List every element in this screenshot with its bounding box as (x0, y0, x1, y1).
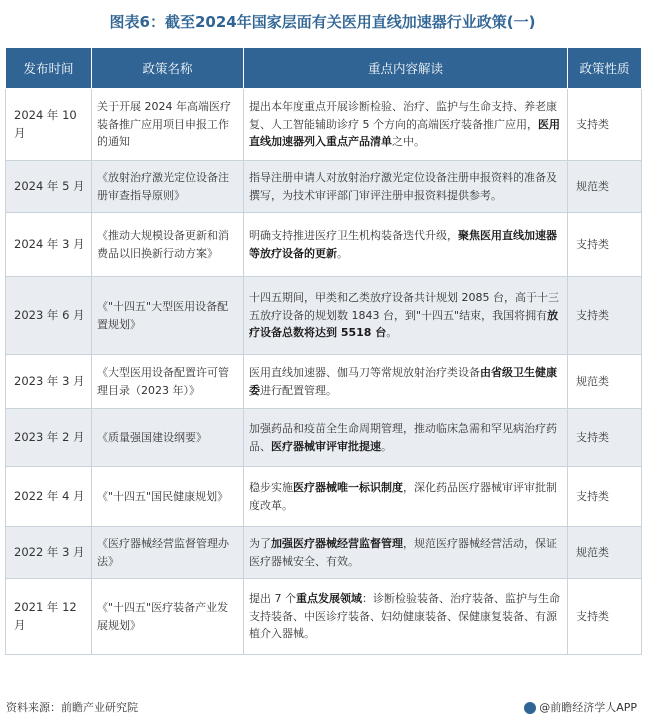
cell-key-content (244, 213, 568, 277)
cell-key-content (244, 89, 568, 161)
content-text: 提出 7 个 (249, 592, 296, 606)
cell-policy-name: 《医疗器械经营监督管理办法》 (92, 527, 244, 579)
header-nature: 政策性质 (568, 48, 642, 89)
brand-text: @前瞻经济学人APP (539, 701, 637, 714)
cell-key-content (244, 277, 568, 355)
content-text: 医用直线加速器、伽马刀等常规放射治疗类设备 (249, 366, 480, 379)
cell-date: 2021 年 12 月 (6, 579, 92, 655)
content-emphasis: 聚焦医用直线加速器等放疗设备的更新 (249, 229, 557, 260)
table-row (6, 213, 642, 277)
cell-nature: 规范类 (568, 527, 642, 579)
cell-policy-name: 《"十四五"国民健康规划》 (92, 467, 244, 527)
content-text: 之中。 (392, 135, 425, 149)
table-row (6, 161, 642, 213)
source-note: 资料来源：前瞻产业研究院 (6, 701, 138, 714)
cell-date: 2024 年 10 月 (6, 89, 92, 161)
content-text: 。 (386, 326, 398, 340)
content-emphasis: 医用直线加速器列入重点产品清单 (249, 117, 560, 149)
content-text: 为了 (249, 537, 271, 550)
brand-logo-icon (524, 702, 536, 714)
content-text: ：诊断检验装备、治疗装备、监护与生命支持装备、中医诊疗装备、妇幼健康装备、保健康复装备、有源植介入器械。 (249, 592, 560, 641)
table-header-row (6, 48, 642, 89)
footer (6, 698, 637, 718)
page-title: 图表6：截至2024年国家层面有关医用直线加速器行业政策(一) (109, 13, 536, 31)
cell-policy-name: 《放射治疗激光定位设备注册审查指导原则》 (92, 161, 244, 213)
content-text: 指导注册申请人对放射治疗激光定位设备注册申报资料的准备及撰写，为技术审评部门审评注册申报资料提供参考。 (249, 171, 557, 202)
cell-nature: 支持类 (568, 579, 642, 655)
content-emphasis: 加强医疗器械经营监督管理 (271, 537, 403, 550)
cell-policy-name: 关于开展 2024 年高端医疗装备推广应用项目申报工作的通知 (92, 89, 244, 161)
cell-nature: 支持类 (568, 277, 642, 355)
cell-date: 2023 年 2 月 (6, 409, 92, 467)
cell-date: 2022 年 4 月 (6, 467, 92, 527)
table-row (6, 467, 642, 527)
content-text: 。 (337, 246, 348, 260)
table-row (6, 579, 642, 655)
content-emphasis: 医疗器械唯一标识制度 (293, 481, 403, 494)
cell-nature: 支持类 (568, 89, 642, 161)
cell-policy-name: 《质量强国建设纲要》 (92, 409, 244, 467)
cell-policy-name: 《大型医用设备配置许可管理目录（2023 年）》 (92, 355, 244, 409)
content-text: 十四五期间，甲类和乙类放疗设备共计规划 2085 台，高于十三五放疗设备的规划数 1843 台，到"十四五"结束，我国将拥有 (249, 291, 559, 322)
cell-key-content (244, 355, 568, 409)
cell-key-content (244, 579, 568, 655)
cell-key-content (244, 161, 568, 213)
cell-date: 2022 年 3 月 (6, 527, 92, 579)
content-text: ，深化药品医疗器械审评审批制度改革。 (249, 481, 557, 512)
content-text: 稳步实施 (249, 481, 293, 494)
policy-table (5, 47, 642, 655)
cell-nature: 规范类 (568, 161, 642, 213)
brand-mark (524, 698, 637, 718)
content-text: ，规范医疗器械经营活动，保证医疗器械安全、有效。 (249, 537, 557, 568)
cell-date: 2024 年 5 月 (6, 161, 92, 213)
table-row (6, 89, 642, 161)
content-text: 明确支持推进医疗卫生机构装备迭代升级， (249, 229, 458, 242)
table-row (6, 409, 642, 467)
table-row (6, 355, 642, 409)
cell-policy-name: 《"十四五"医疗装备产业发展规划》 (92, 579, 244, 655)
content-emphasis: 由省级卫生健康委 (249, 366, 557, 397)
cell-key-content (244, 409, 568, 467)
cell-nature: 支持类 (568, 467, 642, 527)
table-row (6, 527, 642, 579)
content-text: 提出本年度重点开展诊断检验、治疗、监护与生命支持、养老康复、人工智能辅助诊疗 5 个方向的高端医疗装备推广应用， (249, 100, 557, 131)
content-emphasis: 医疗器械审评审批提速 (271, 439, 381, 453)
content-emphasis: 重点发展领域 (296, 592, 362, 606)
cell-policy-name: 《"十四五"大型医用设备配置规划》 (92, 277, 244, 355)
cell-date: 2023 年 6 月 (6, 277, 92, 355)
header-date: 发布时间 (6, 48, 92, 89)
cell-nature: 支持类 (568, 213, 642, 277)
cell-nature: 支持类 (568, 409, 642, 467)
cell-key-content (244, 527, 568, 579)
cell-policy-name: 《推动大规模设备更新和消费品以旧换新行动方案》 (92, 213, 244, 277)
cell-nature: 规范类 (568, 355, 642, 409)
table-row (6, 277, 642, 355)
content-text: 进行配置管理。 (260, 383, 337, 397)
header-key-content: 重点内容解读 (244, 48, 568, 89)
content-text: 。 (381, 439, 392, 453)
cell-date: 2024 年 3 月 (6, 213, 92, 277)
content-text: 加强药品和疫苗全生命周期管理，推动临床急需和罕见病治疗药品、 (249, 422, 557, 453)
header-policy-name: 政策名称 (92, 48, 244, 89)
cell-key-content (244, 467, 568, 527)
cell-date: 2023 年 3 月 (6, 355, 92, 409)
content-emphasis: 放疗设备总数将达到 5518 台 (249, 308, 559, 340)
